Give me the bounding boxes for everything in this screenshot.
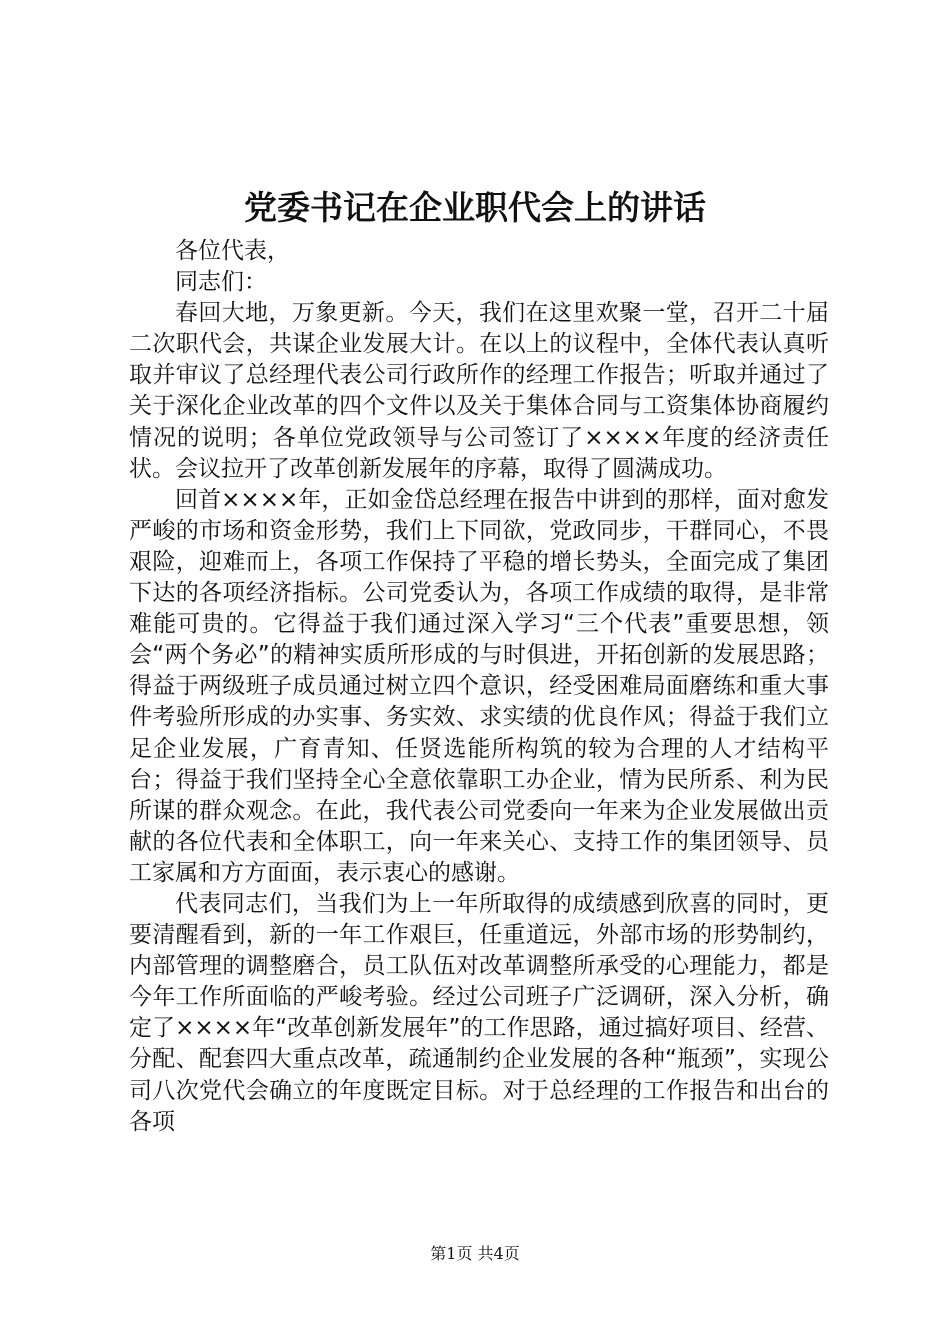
document-title: 党委书记在企业职代会上的讲话 xyxy=(244,188,706,227)
body-paragraph: 代表同志们，当我们为上一年所取得的成绩感到欣喜的同时，更要清醒看到，新的一年工作艰巨，任重道远，外部市场的形势制约，内部管理的调整磨合，员工队伍对改革调整所承受的心理能力，都是今年工作所面临的严峻考验。经过公司班子广泛调研，深入分析，确定了××××年“改革创新发展年”的工作思路，通过搞好项目、经营、分配、配套四大重点改革，疏通制约企业发展的各种“瓶颈”，实现公司八次党代会确立的年度既定目标。对于总经理的工作报告和出台的各项 xyxy=(129,890,829,1135)
page-footer: 第1页 共4页 xyxy=(430,1244,520,1263)
body-paragraph: 春回大地，万象更新。今天，我们在这里欢聚一堂，召开二十届二次职代会，共谋企业发展大计。在以上的议程中，全体代表认真听取并审议了总经理代表公司行政所作的经理工作报告；听取并通过了关于深化企业改革的四个文件以及关于集体合同与工资集体协商履约情况的说明；各单位党政领导与公司签订了××××年度的经济责任状。会议拉开了改革创新发展年的序幕，取得了圆满成功。 xyxy=(129,300,829,482)
body-paragraph: 回首××××年，正如金岱总经理在报告中讲到的那样，面对愈发严峻的市场和资金形势，我们上下同欲，党政同步，干群同心，不畏艰险，迎难而上，各项工作保持了平稳的增长势头，全面完成了集团下达的各项经济指标。公司党委认为，各项工作成绩的取得，是非常难能可贵的。它得益于我们通过深入学习“三个代表”重要思想，领会“两个务必”的精神实质所形成的与时俱进，开拓创新的发展思路；得益于两级班子成员通过树立四个意识，经受困难局面磨练和重大事件考验所形成的办实事、务实效、求实绩的优良作风；得益于我们立足企业发展，广育青知、任贤选能所构筑的较为合理的人才结构平台；得益于我们坚持全心全意依靠职工办企业，情为民所系、利为民所谋的群众观念。在此，我代表公司党委向一年来为企业发展做出贡献的各位代表和全体职工，向一年来关心、支持工作的集团领导、员工家属和方方面面，表示衷心的感谢。 xyxy=(129,486,829,886)
salutation-line: 同志们： xyxy=(175,269,267,296)
document-body xyxy=(129,236,829,1138)
salutation-line: 各位代表， xyxy=(175,238,290,264)
